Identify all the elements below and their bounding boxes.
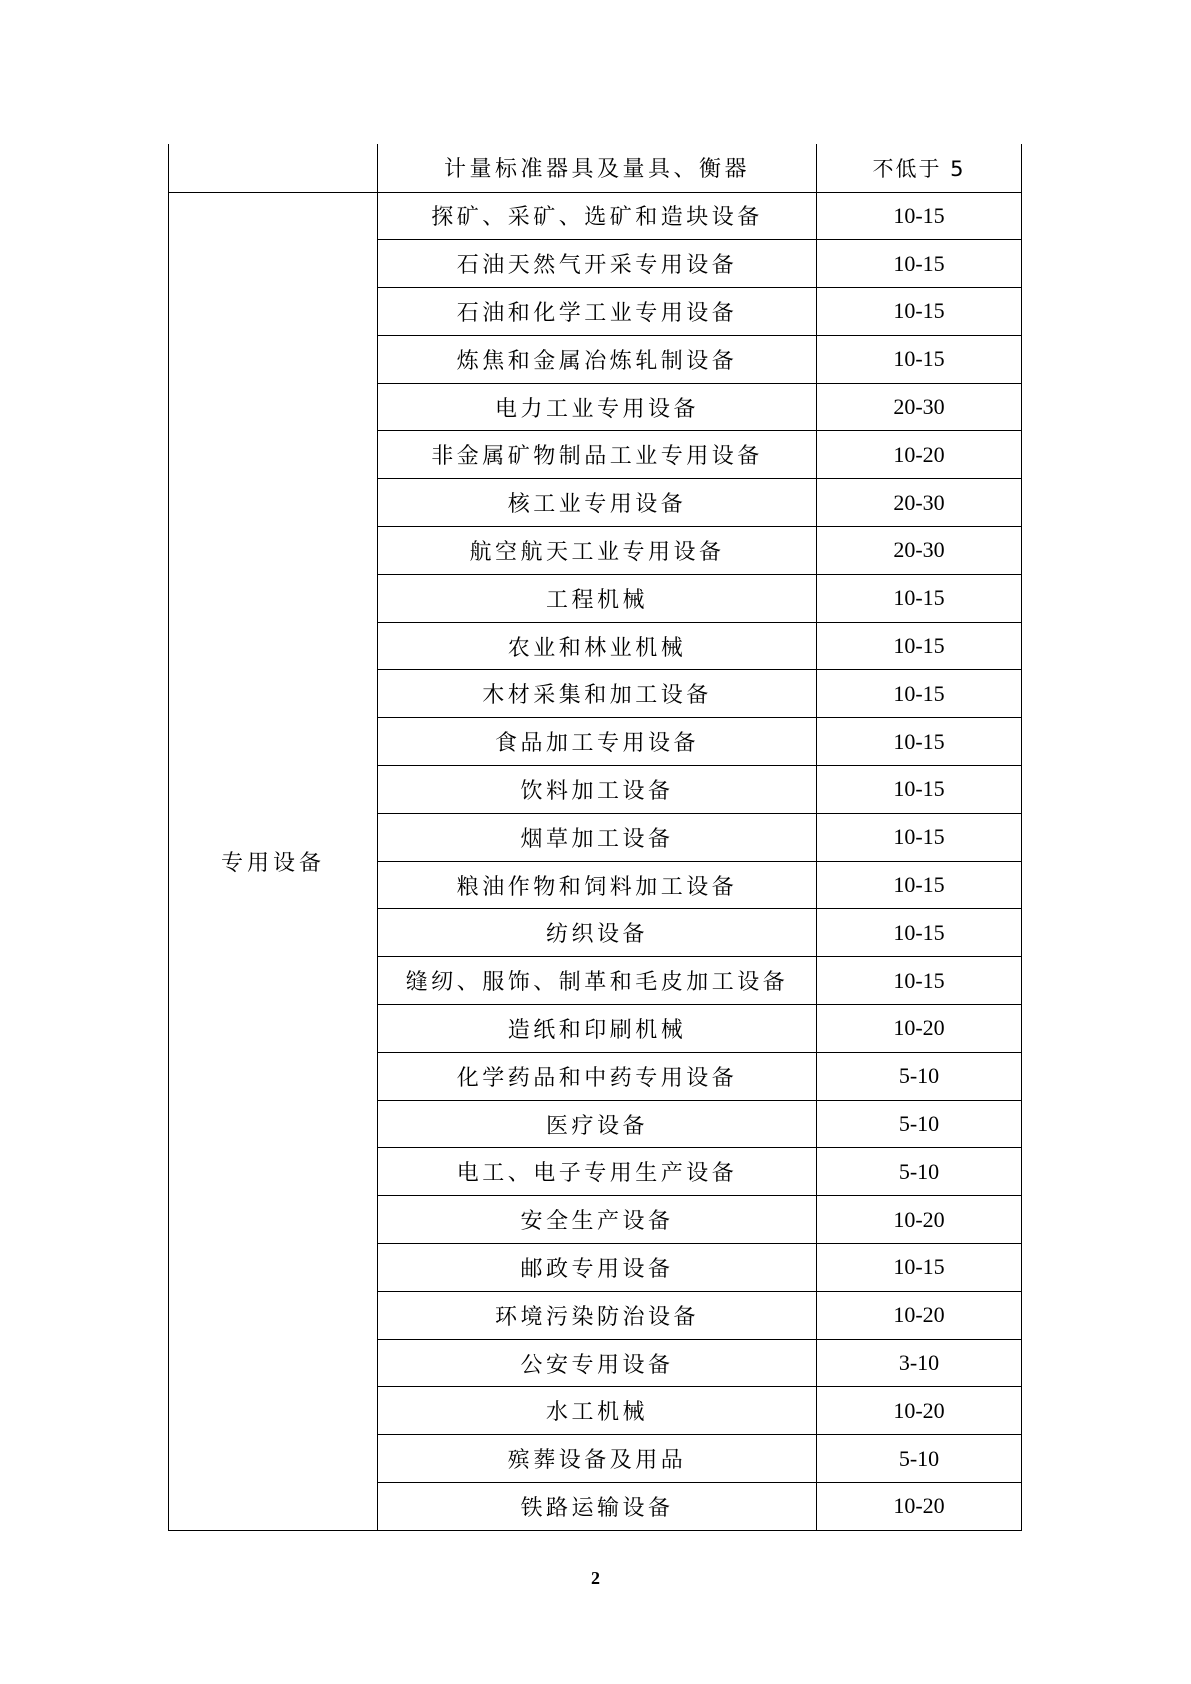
years-cell: 10-15	[817, 574, 1022, 622]
years-cell: 20-30	[817, 383, 1022, 431]
years-cell: 3-10	[817, 1339, 1022, 1387]
years-cell: 10-15	[817, 240, 1022, 288]
equipment-name-cell: 农业和林业机械	[378, 622, 817, 670]
equipment-name-cell: 探矿、采矿、选矿和造块设备	[378, 192, 817, 240]
equipment-name-cell: 工程机械	[378, 574, 817, 622]
equipment-name-cell: 缝纫、服饰、制革和毛皮加工设备	[378, 957, 817, 1005]
equipment-name-cell: 烟草加工设备	[378, 813, 817, 861]
years-cell: 10-20	[817, 1387, 1022, 1435]
equipment-name-cell: 铁路运输设备	[378, 1483, 817, 1531]
years-cell: 10-15	[817, 718, 1022, 766]
category-cell: 专用设备	[169, 192, 378, 1530]
years-cell: 10-15	[817, 909, 1022, 957]
years-cell: 10-20	[817, 1291, 1022, 1339]
equipment-name-cell: 造纸和印刷机械	[378, 1005, 817, 1053]
equipment-name-cell: 水工机械	[378, 1387, 817, 1435]
years-cell: 不低于 5	[817, 144, 1022, 192]
years-cell: 5-10	[817, 1100, 1022, 1148]
years-cell: 20-30	[817, 527, 1022, 575]
equipment-name-cell: 石油天然气开采专用设备	[378, 240, 817, 288]
years-cell: 10-15	[817, 288, 1022, 336]
years-cell: 5-10	[817, 1435, 1022, 1483]
years-cell: 5-10	[817, 1148, 1022, 1196]
equipment-name-cell: 电工、电子专用生产设备	[378, 1148, 817, 1196]
equipment-name-cell: 化学药品和中药专用设备	[378, 1052, 817, 1100]
years-cell: 5-10	[817, 1052, 1022, 1100]
years-cell: 10-15	[817, 766, 1022, 814]
years-cell: 10-15	[817, 335, 1022, 383]
equipment-name-cell: 航空航天工业专用设备	[378, 527, 817, 575]
years-cell: 10-20	[817, 1483, 1022, 1531]
years-cell: 10-15	[817, 861, 1022, 909]
equipment-name-cell: 非金属矿物制品工业专用设备	[378, 431, 817, 479]
equipment-name-cell: 环境污染防治设备	[378, 1291, 817, 1339]
equipment-name-cell: 公安专用设备	[378, 1339, 817, 1387]
equipment-name-cell: 安全生产设备	[378, 1196, 817, 1244]
table-row	[169, 192, 1022, 240]
years-cell: 10-20	[817, 431, 1022, 479]
years-cell: 10-20	[817, 1196, 1022, 1244]
equipment-name-cell: 殡葬设备及用品	[378, 1435, 817, 1483]
equipment-table	[168, 144, 1022, 1531]
equipment-name-cell: 核工业专用设备	[378, 479, 817, 527]
equipment-name-cell: 木材采集和加工设备	[378, 670, 817, 718]
equipment-name-cell: 饮料加工设备	[378, 766, 817, 814]
equipment-name-cell: 纺织设备	[378, 909, 817, 957]
equipment-name-cell: 医疗设备	[378, 1100, 817, 1148]
years-cell: 10-15	[817, 957, 1022, 1005]
years-cell: 10-15	[817, 622, 1022, 670]
years-cell: 10-15	[817, 192, 1022, 240]
years-cell: 10-15	[817, 670, 1022, 718]
equipment-name-cell: 电力工业专用设备	[378, 383, 817, 431]
years-cell: 10-15	[817, 813, 1022, 861]
page-number: 2	[591, 1568, 600, 1588]
table-row	[169, 144, 1022, 192]
years-cell: 10-15	[817, 1244, 1022, 1292]
equipment-name-cell: 石油和化学工业专用设备	[378, 288, 817, 336]
equipment-name-cell: 粮油作物和饲料加工设备	[378, 861, 817, 909]
category-cell	[169, 144, 378, 192]
years-cell: 20-30	[817, 479, 1022, 527]
equipment-name-cell: 邮政专用设备	[378, 1244, 817, 1292]
equipment-name-cell: 食品加工专用设备	[378, 718, 817, 766]
equipment-name-cell: 计量标准器具及量具、衡器	[378, 144, 817, 192]
years-cell: 10-20	[817, 1005, 1022, 1053]
equipment-name-cell: 炼焦和金属冶炼轧制设备	[378, 335, 817, 383]
